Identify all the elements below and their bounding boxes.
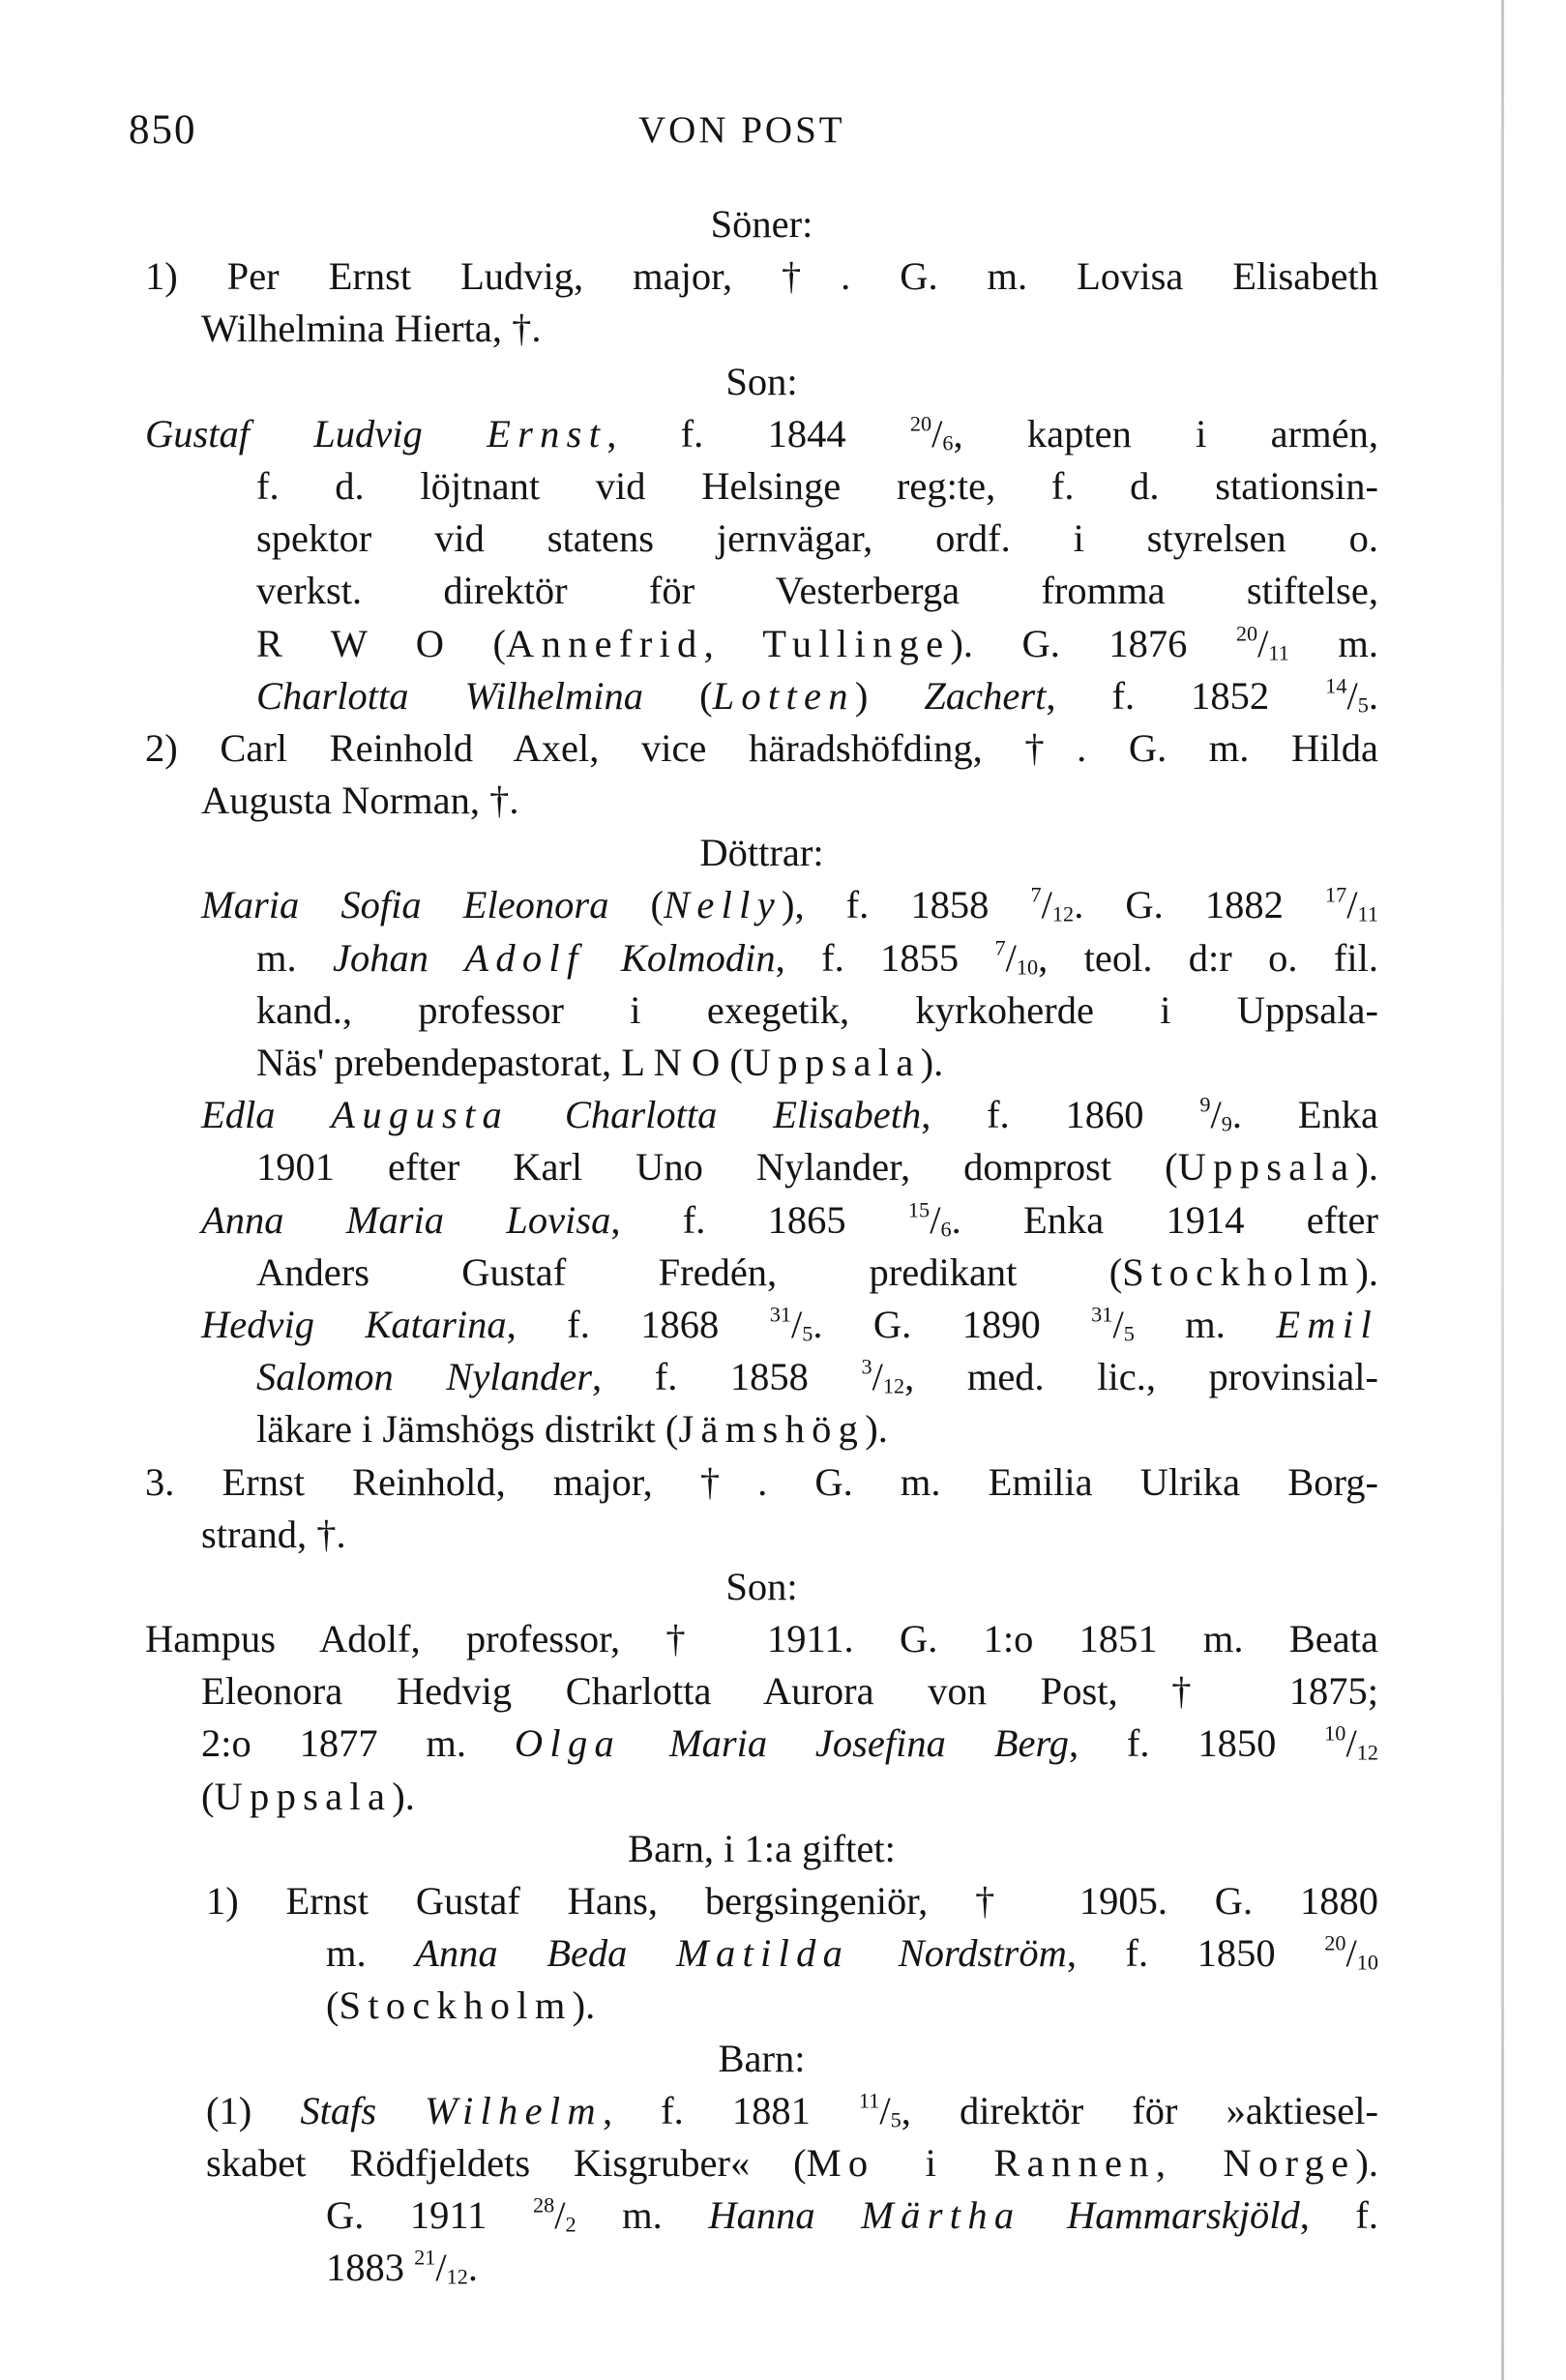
text-line: verkst. direktör för Vesterberga fromma stiftelse, <box>256 569 1378 613</box>
text-line: R W O (Annefrid, Tullinge). G. 1876 $^{20}/_{11}$ m. <box>256 620 1378 665</box>
text-line: Anna Maria Lovisa, f. 1865 $^{15}/_6$. Enka 1914 efter <box>201 1196 1378 1242</box>
text-line: kand., professor i exegetik, kyrkoherde i Uppsala- <box>256 987 1378 1032</box>
section-heading-son: Son: <box>725 359 798 403</box>
text-line: 1) Ernst Gustaf Hans, bergsingeniör, † 1905. G. 1880 <box>206 1879 1378 1923</box>
text-line: G. 1911 $^{28}/_2$ m. Hanna Märtha Hammarskjöld, f. <box>326 2192 1378 2238</box>
page-header <box>0 106 1566 164</box>
section-heading-son-2: Son: <box>725 1564 798 1608</box>
text-line: spektor vid statens jernvägar, ordf. i styrelsen o. <box>256 516 1378 561</box>
text-line: Näs' prebendepastorat, L N O (Uppsala). <box>256 1041 944 1084</box>
text-line: Gustaf Ludvig Ernst, f. 1844 $^{20}/_6$, kapten i armén, <box>145 411 1378 455</box>
text-line: m. Johan Adolf Kolmodin, f. 1855 $^7/_{10}$, teol. d:r o. fil. <box>256 934 1378 980</box>
text-line: Salomon Nylander, f. 1858 $^3/_{12}$, med. lic., provinsial- <box>256 1354 1378 1399</box>
text-line: (1) Stafs Wilhelm, f. 1881 $^{11}/_5$, direktör för »aktiesel- <box>206 2088 1379 2132</box>
text-line: Maria Sofia Eleonora (Nelly), f. 1858 $^7/_{12}$. G. 1882 $^{17}/_{11}$ <box>201 882 1378 927</box>
text-line: läkare i Jämshögs distrikt (Jämshög). <box>256 1407 888 1452</box>
text-line: Edla Augusta Charlotta Elisabeth, f. 1860 $^9/_9$. Enka <box>201 1092 1379 1137</box>
text-line: Hampus Adolf, professor, † 1911. G. 1:o 1851 m. Beata <box>145 1617 1378 1661</box>
genealogy-text <box>145 198 1378 2295</box>
text-line: Anders Gustaf Fredén, predikant (Stockholm). <box>256 1249 1378 1294</box>
text-line: skabet Rödfjeldets Kisgruber« (Mo i Rannen, Norge). <box>206 2140 1378 2185</box>
text-line: strand, †. <box>201 1512 346 1556</box>
section-heading-soner: Söner: <box>710 202 813 246</box>
text-line: Eleonora Hedvig Charlotta Aurora von Post, † 1875; <box>201 1669 1378 1714</box>
text-line: Hedvig Katarina, f. 1868 $^{31}/_5$. G. 1890 $^{31}/_5$ m. Emil <box>201 1302 1378 1346</box>
text-line: 1) Per Ernst Ludvig, major, †. G. m. Lovisa Elisabeth <box>145 254 1378 299</box>
section-heading-barn-first-marriage: Barn, i 1:a giftet: <box>628 1826 896 1870</box>
text-line: 2:o 1877 m. Olga Maria Josefina Berg, f. 1850 $^{10}/_{12}$ <box>201 1720 1378 1766</box>
page-number: 850 <box>129 107 197 153</box>
text-line: 1883 $^{21}/_{12}$. <box>326 2245 479 2290</box>
text-line: 1901 efter Karl Uno Nylander, domprost (Uppsala). <box>256 1145 1378 1190</box>
text-line: 2) Carl Reinhold Axel, vice häradshöfding, †. G. m. Hilda <box>145 725 1378 770</box>
section-heading-barn: Barn: <box>718 2036 806 2080</box>
text-line: (Uppsala). <box>201 1774 415 1818</box>
text-line: m. Anna Beda Matilda Nordström, f. 1850 $^{20}/_{10}$ <box>326 1930 1378 1976</box>
scan-edge-line <box>1501 0 1504 2380</box>
section-heading-dottrar: Döttrar: <box>699 831 824 875</box>
text-line: Charlotta Wilhelmina (Lotten) Zachert, f. 1852 $^{14}/_5$. <box>256 672 1378 718</box>
text-line: 3. Ernst Reinhold, major, †. G. m. Emilia Ulrika Borg- <box>145 1459 1378 1504</box>
text-line: (Stockholm). <box>326 1983 596 2028</box>
running-head: VON POST <box>638 109 845 151</box>
text-line: Augusta Norman, †. <box>201 779 519 823</box>
text-line: f. d. löjtnant vid Helsinge reg:te, f. d. stationsin- <box>256 463 1378 508</box>
text-line: Wilhelmina Hierta, †. <box>201 307 542 351</box>
